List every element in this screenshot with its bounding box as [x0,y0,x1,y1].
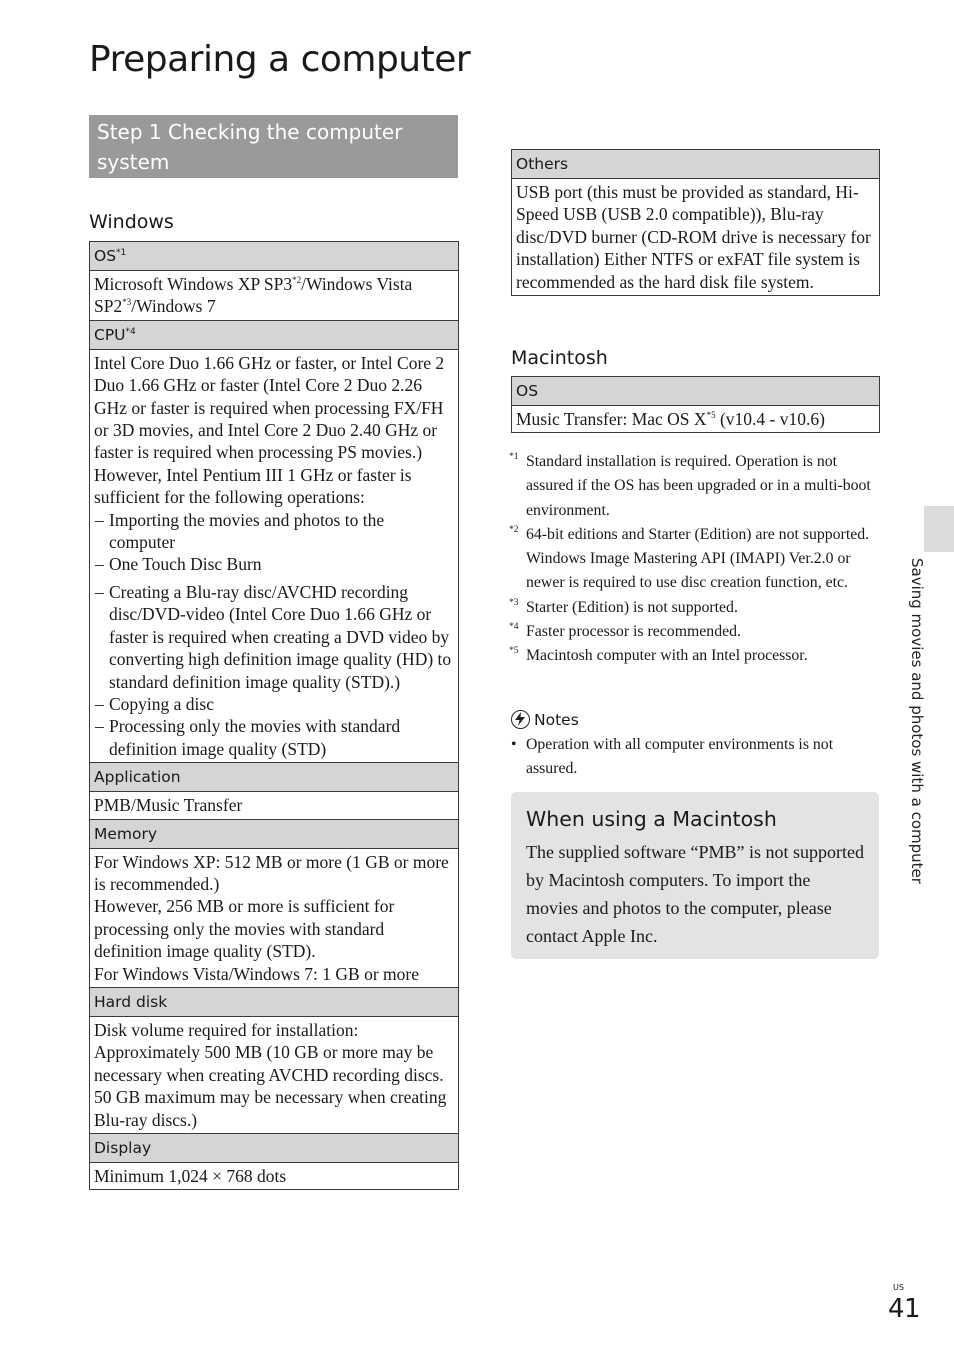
os-text: Microsoft Windows XP SP3 [94,274,293,294]
cpu-list-item: – Importing the movies and photos to the computer [94,509,454,554]
footnote [509,644,884,668]
memory-line: For Windows XP: 512 MB or more (1 GB or more is recommended.) [94,851,449,894]
os-content [90,271,459,321]
os-header [90,242,459,271]
footnote-text: 64-bit editions and Starter (Edition) are not supported. Windows Image Mastering API (IMAPI) Ver.2.0 or newer is required to use disc creation function, etc. [526,525,870,592]
footnote [509,523,884,596]
application-content: PMB/Music Transfer [90,792,459,819]
notes-item: • Operation with all computer environments is not assured. [511,733,881,782]
footnote-mark: *4 [509,622,519,633]
cpu-list-item: – Copying a disc [94,693,454,715]
windows-heading: Windows [89,211,174,233]
memory-line: For Windows Vista/Windows 7: 1 GB or more [94,963,420,984]
memory-content [90,848,459,987]
footnote-text: Macintosh computer with an Intel processor. [526,647,808,665]
memory-line: However, 256 MB or more is sufficient for processing only the movies with standard definition image quality (STD). [94,896,395,962]
footnote-ref: *1 [116,247,127,258]
cpu-paragraph: Intel Core Duo 1.66 GHz or faster, or Intel Core 2 Duo 1.66 GHz or faster (Intel Core 2 Duo 2.26 GHz or faster is required when processing FX/FH or 3D movies, and Intel Core 2 Duo 2.40 GHz or faster is required when processing PS movies.) [94,352,445,463]
footnotes [509,450,884,669]
windows-requirements-table [89,241,459,1190]
footnote-ref: *2 [292,275,302,286]
section-tab [924,506,954,552]
memory-header: Memory [90,819,459,848]
footnote [509,596,884,620]
macintosh-box-title: When using a Macintosh [526,807,777,831]
mac-os-text: Music Transfer: Mac OS X [516,409,707,429]
page-title: Preparing a computer [89,39,471,80]
footnote-ref: *4 [125,326,136,337]
footnote-mark: *1 [509,452,519,462]
footnote-text: Standard installation is required. Operation is not assured if the OS has been upgraded or in a multi-boot environment. [526,453,871,519]
hard-disk-content [90,1016,459,1133]
others-table [511,149,880,296]
section-label: Saving movies and photos with a computer [908,558,926,884]
cpu-list-item: – Creating a Blu-ray disc/AVCHD recording disc/DVD-video (Intel Core Duo 1.66 GHz or faster is required when creating a DVD video by converting high definition image quality (HD) to standard definition image quality (STD).) [94,581,454,693]
cpu-content [90,349,459,762]
step-heading: Step 1 Checking the computer system [89,115,458,178]
os-header-label: OS [94,247,117,265]
hard-disk-line: Disk volume required for installation: Approximately 500 MB (10 GB or more may be necessary when creating AVCHD recording discs. 50 GB maximum may be necessary when creating Blu-ray discs.) [94,1019,447,1130]
footnote-mark: *2 [509,524,519,535]
cpu-list-item: – Processing only the movies with standard definition image quality (STD) [94,715,454,760]
cpu-list-item: – One Touch Disc Burn [94,553,454,575]
mac-os-header: OS [512,377,880,406]
macintosh-heading: Macintosh [511,347,608,369]
hard-disk-header: Hard disk [90,987,459,1016]
others-content: USB port (this must be provided as standard, Hi-Speed USB (USB 2.0 compatible)), Blu-ray disc/DVD burner (CD-ROM drive is necessary for installation) Either NTFS or exFAT file system is recommended as the hard disk file system. [512,179,880,296]
footnote-mark: *3 [509,597,519,608]
footnote-ref: *3 [122,297,132,308]
display-content: Minimum 1,024 × 768 dots [90,1163,459,1190]
others-header: Others [512,150,880,179]
page-region: US [893,1283,904,1292]
mac-os-content [512,406,880,433]
macintosh-table [511,376,880,433]
notes-list [511,733,881,782]
cpu-header-label: CPU [94,325,126,344]
display-header: Display [90,1134,459,1163]
page-number: 41 [888,1294,921,1324]
mac-os-text: (v10.4 - v10.6) [715,409,825,429]
macintosh-info-box [511,792,879,959]
application-header: Application [90,763,459,792]
os-text: /Windows 7 [131,296,216,317]
notes-heading [511,708,579,732]
notes-icon [511,710,530,729]
footnote-text: Starter (Edition) is not supported. [526,598,738,616]
cpu-header [90,320,459,349]
os-text: /Windows Vista SP2 [94,274,413,317]
macintosh-box-body: The supplied software “PMB” is not supported by Macintosh computers. To import the movies and photos to the computer, please contact Apple Inc. [526,842,864,946]
footnote [509,620,884,644]
cpu-paragraph: However, Intel Pentium III 1 GHz or faster is sufficient for the following operations: [94,464,412,508]
notes-label: Notes [534,711,579,729]
footnote-ref: *5 [706,410,716,421]
footnote-mark: *5 [509,646,519,657]
footnote [509,450,884,523]
footnote-text: Faster processor is recommended. [526,623,741,641]
